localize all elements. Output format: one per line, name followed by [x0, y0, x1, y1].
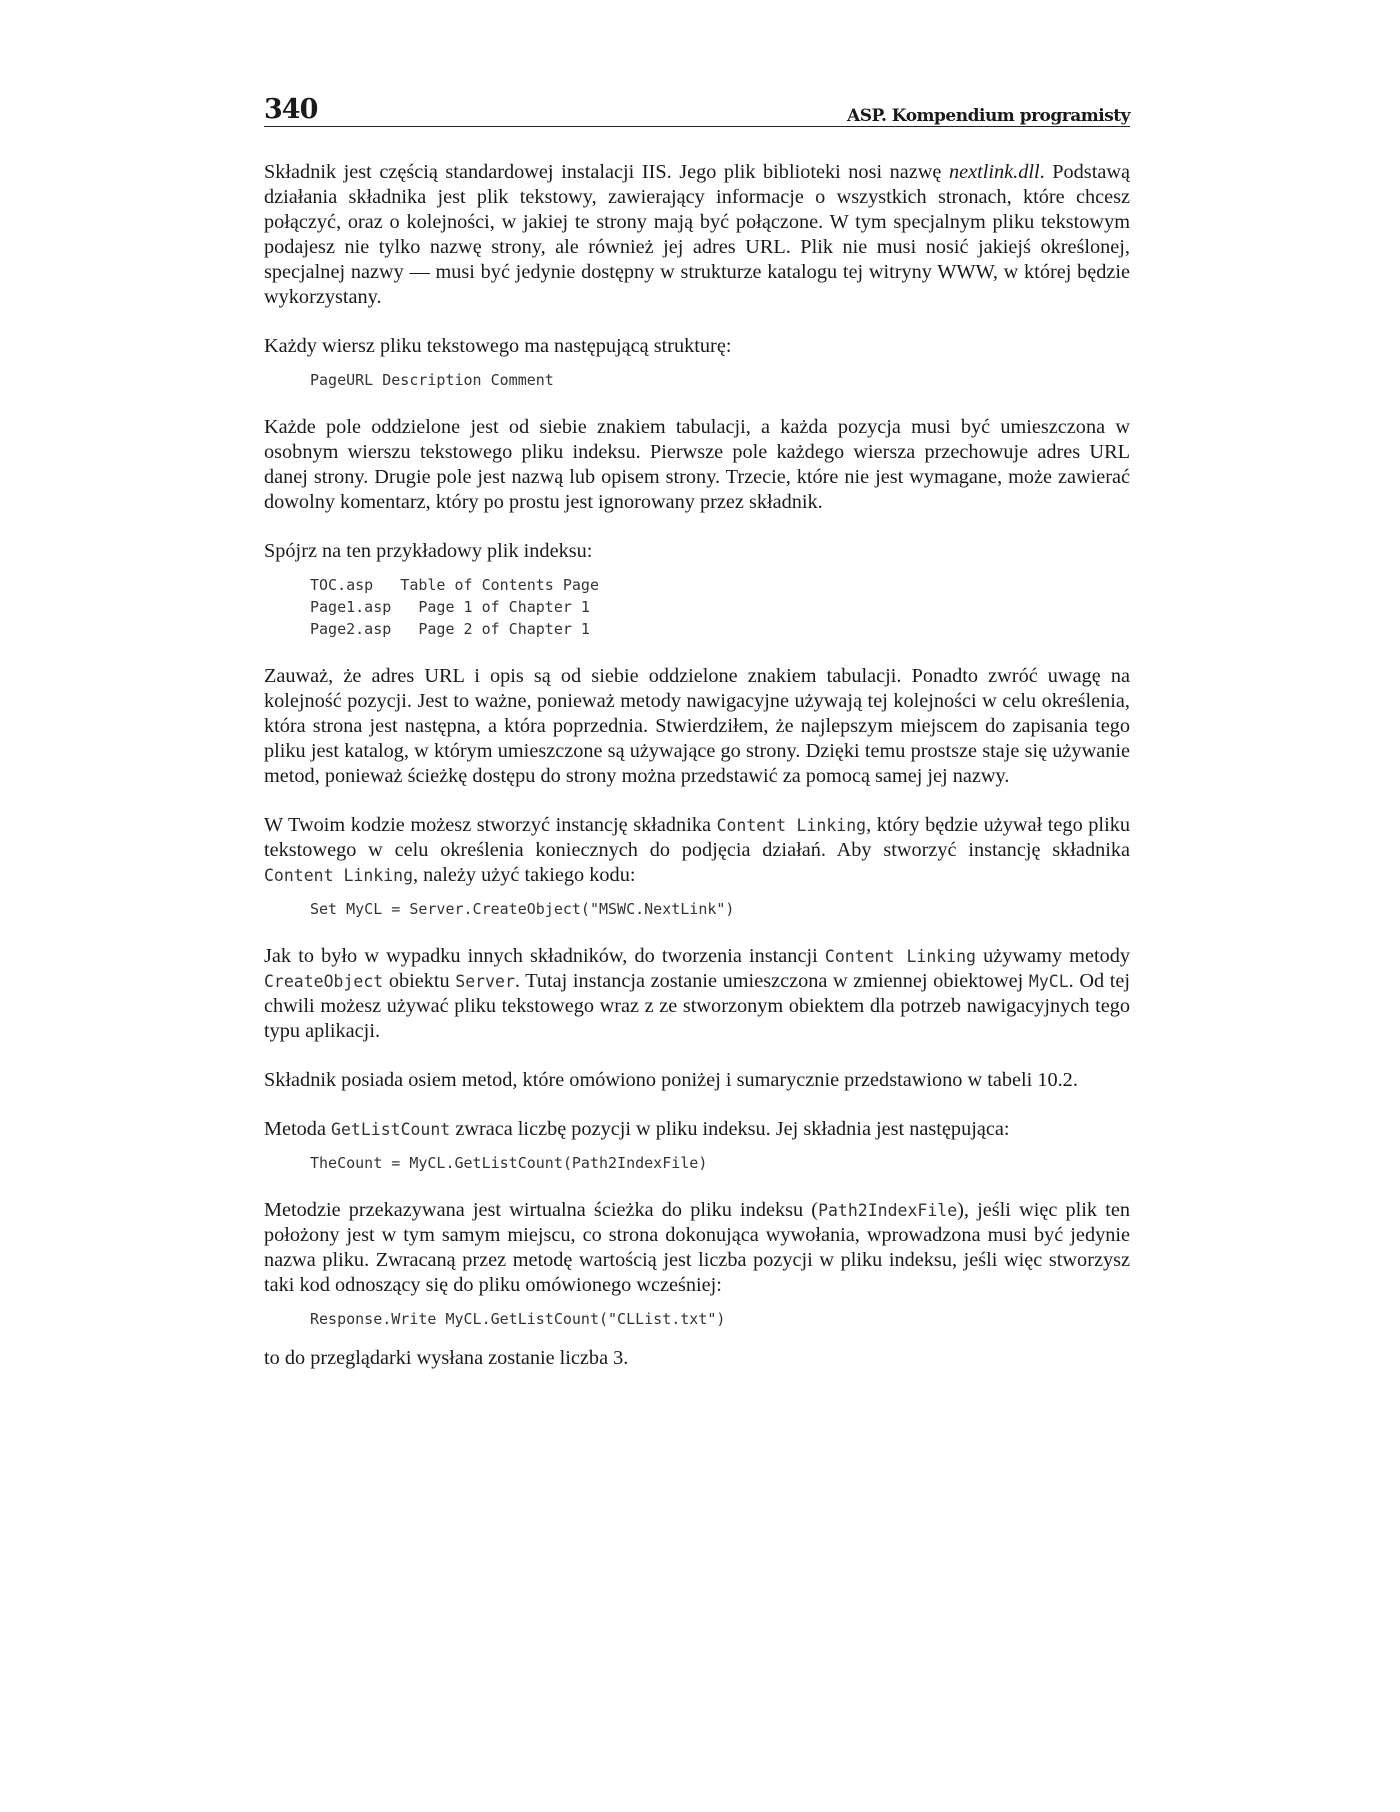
inline-code: Server — [455, 972, 515, 991]
text-run: używamy metody — [976, 945, 1130, 967]
text-run: W Twoim kodzie możesz stworzyć instancję składnika — [264, 814, 717, 836]
paragraph-virtual-path — [264, 1198, 1130, 1298]
text-run: Metodzie przekazywana jest wirtualna ścieżka do pliku indeksu ( — [264, 1199, 819, 1221]
page-header — [264, 94, 1130, 127]
text-run: , należy użyć takiego kodu: — [413, 864, 636, 886]
code-line: Page1.asp Page 1 of Chapter 1 — [310, 598, 590, 616]
page-number: 340 — [264, 94, 318, 125]
inline-code: MyCL — [1028, 972, 1069, 991]
inline-code: CreateObject — [264, 972, 384, 991]
inline-code: Path2IndexFile — [818, 1201, 958, 1220]
inline-code: Content Linking — [264, 866, 414, 885]
code-line: TOC.asp Table of Contents Page — [310, 576, 599, 594]
paragraph-getlistcount — [264, 1117, 1130, 1142]
inline-code: GetListCount — [331, 1120, 451, 1139]
filename-emphasis: nextlink.dll — [948, 161, 1040, 183]
text-run: Metoda — [264, 1118, 332, 1140]
paragraph-methods: Składnik posiada osiem metod, które omówiono poniżej i sumarycznie przedstawiono w tabeli 10.2. — [264, 1069, 1078, 1091]
inline-code: Content Linking — [716, 816, 867, 835]
paragraph-intro — [264, 160, 1130, 310]
code-index-file — [310, 574, 1130, 640]
text-run: Składnik jest częścią standardowej instalacji IIS. Jego plik biblioteki nosi nazwę — [264, 161, 949, 183]
paragraph-example-intro: Spójrz na ten przykładowy plik indeksu: — [264, 540, 593, 562]
running-title: ASP. Kompendium programisty — [847, 106, 1130, 126]
paragraph-notice: Zauważ, że adres URL i opis są od siebie oddzielone znakiem tabulacji. Ponadto zwróć uwagę na kolejność pozycji. Jest to ważne, ponieważ metody nawigacyjne używają tej kolejności w celu określenia, która strona jest następna, a która poprzednia. Stwierdziłem, że najlepszym miejscem do zapisania tego pliku jest katalog, w którym umieszczone są używające go strony. Dzięki temu prostsze staje się używanie metod, ponieważ ścieżkę dostępu do strony można przedstawić za pomocą samej jej nazwy. — [264, 665, 1130, 787]
text-run: . Tutaj instancja zostanie umieszczona w zmiennej obiektowej — [514, 970, 1029, 992]
code-create-object: Set MyCL = Server.CreateObject("MSWC.NextLink") — [310, 900, 735, 918]
paragraph-explanation — [264, 944, 1130, 1044]
text-run: . Od tej chwili możesz używać pliku tekstowego wraz z ze stworzonym obiektem dla potrzeb nawigacyjnych tego typu aplikacji. — [264, 970, 1130, 1042]
paragraph-fields: Każde pole oddzielone jest od siebie znakiem tabulacji, a każda pozycja musi być umieszczona w osobnym wierszu tekstowego pliku indeksu. Pierwsze pole każdego wiersza przechowuje adres URL danej strony. Drugie pole jest nazwą lub opisem strony. Trzecie, które nie jest wymagane, może zawierać dowolny komentarz, który po prostu jest ignorowany przez składnik. — [264, 416, 1130, 513]
text-run: Jak to było w wypadku innych składników, do tworzenia instancji — [264, 945, 825, 967]
code-structure: PageURL Description Comment — [310, 371, 554, 389]
inline-code: Content Linking — [824, 947, 976, 966]
paragraph-instance — [264, 813, 1130, 888]
code-getlistcount: TheCount = MyCL.GetListCount(Path2IndexFile) — [310, 1154, 708, 1172]
page-body — [264, 160, 1130, 1395]
code-response-write: Response.Write MyCL.GetListCount("CLList.txt") — [310, 1310, 726, 1328]
paragraph-structure: Każdy wiersz pliku tekstowego ma następującą strukturę: — [264, 335, 732, 357]
text-run: . Podstawą działania składnika jest plik tekstowy, zawierający informacje o wszystkich stronach, które chcesz połączyć, oraz o kolejności, w jakiej te strony mają być połączone. W tym specjalnym pliku tekstowym podajesz nie tylko nazwę strony, ale również jej adres URL. Plik nie musi nosić jakiejś określonej, specjalnej nazwy — musi być jedynie dostępny w strukturze katalogu tej witryny WWW, w której będzie wykorzystany. — [264, 161, 1130, 308]
code-line: Page2.asp Page 2 of Chapter 1 — [310, 620, 590, 638]
text-run: obiektu — [383, 970, 456, 992]
text-run: ), jeśli więc plik ten położony jest w tym samym miejscu, co strona dokonująca wywołania, wprowadzona musi być jedynie nazwa pliku. Zwracaną przez metodę wartością jest liczba pozycji w pliku indeksu, jeśli więc stworzysz taki kod odnoszący się do pliku omówionego wcześniej: — [264, 1199, 1130, 1296]
text-run: , który będzie używał tego pliku tekstowego w celu określenia koniecznych do podjęcia działań. Aby stworzyć instancję składnika — [264, 814, 1130, 861]
text-run: zwraca liczbę pozycji w pliku indeksu. Jej składnia jest następująca: — [450, 1118, 1010, 1140]
paragraph-result: to do przeglądarki wysłana zostanie liczba 3. — [264, 1347, 629, 1369]
